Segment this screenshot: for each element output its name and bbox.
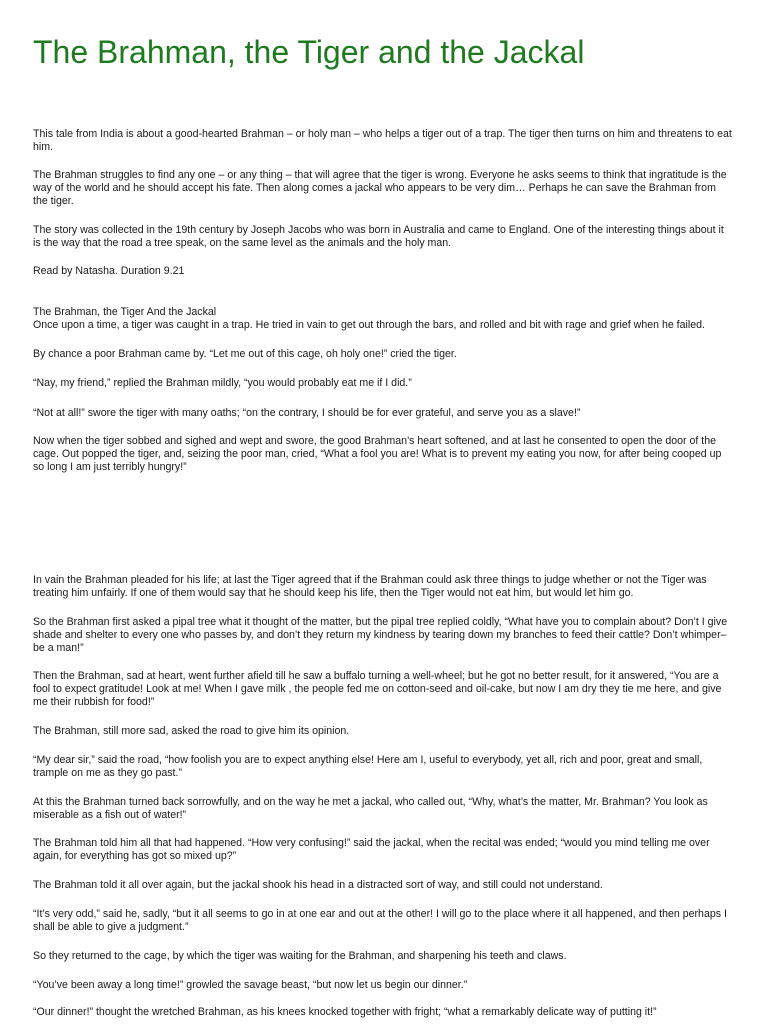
story-paragraph: “Nay, my friend,” replied the Brahman mildly, “you would probably eat me if I did.” bbox=[33, 377, 412, 389]
story-paragraph: By chance a poor Brahman came by. “Let me out of this cage, oh holy one!” cried the tiger. bbox=[33, 348, 457, 360]
story-paragraph: “It’s very odd,” said he, sadly, “but it all seems to go in at one ear and out at the other! I will go to the place where it all happened, and then perhaps I shall be able to give a judgment.” bbox=[33, 908, 727, 933]
story-heading: The Brahman, the Tiger And the Jackal bbox=[33, 306, 217, 318]
story-paragraph: Now when the tiger sobbed and sighed and wept and swore, the good Brahman’s heart softened, and at last he consented to open the door of the cage. Out popped the tiger, and, seizing the poor man, cried, “What a fool you are! What is to prevent my eating you now, for after being cooped up so long I am just terribly hungry!” bbox=[33, 435, 722, 473]
story-paragraph: “Not at all!” swore the tiger with many oaths; “on the contrary, I should be for ever grateful, and serve you as a slave!” bbox=[33, 407, 581, 419]
page-title: The Brahman, the Tiger and the Jackal bbox=[33, 34, 585, 70]
story-paragraph: “My dear sir,” said the road, “how foolish you are to expect anything else! Here am I, useful to everybody, yet all, rich and poor, great and small, trample on me as they go past.” bbox=[33, 754, 703, 779]
story-paragraph: Then the Brahman, sad at heart, went further afield till he saw a buffalo turning a well-wheel; but he got no better result, for it answered, “You are a fool to expect gratitude! Look at me! When I gave milk , the people fed me on cotton-seed and oil-cake, but now I am dry they tie me here, and give me their rubbish for food!” bbox=[33, 670, 722, 708]
story-paragraph: In vain the Brahman pleaded for his life; at last the Tiger agreed that if the Brahman could ask three things to judge whether or not the Tiger was treating him unfairly. If one of them would say that he should keep his life, then the Tiger would not eat him, but would let him go. bbox=[33, 574, 707, 599]
intro-paragraph: The story was collected in the 19th century by Joseph Jacobs who was born in Australia and came to England. One of the interesting things about it is the way that the road a tree speak, on the same level as the animals and the holy man. bbox=[33, 224, 724, 249]
narration-credit: Read by Natasha. Duration 9.21 bbox=[33, 265, 185, 277]
intro-paragraph: This tale from India is about a good-hearted Brahman – or holy man – who helps a tiger out of a trap. The tiger then turns on him and threatens to eat him. bbox=[33, 128, 732, 153]
story-paragraph: The Brahman told him all that had happened. “How very confusing!” said the jackal, when the recital was ended; “would you mind telling me over again, for everything has got so mixed up?” bbox=[33, 837, 710, 862]
story-paragraph: “You’ve been away a long time!” growled the savage beast, “but now let us begin our dinner.” bbox=[33, 979, 468, 991]
story-paragraph: At this the Brahman turned back sorrowfully, and on the way he met a jackal, who called out, “Why, what’s the matter, Mr. Brahman? You look as miserable as a fish out of water!” bbox=[33, 796, 708, 821]
story-paragraph: The Brahman, still more sad, asked the road to give him its opinion. bbox=[33, 725, 350, 737]
story-paragraph: The Brahman told it all over again, but the jackal shook his head in a distracted sort of way, and still could not understand. bbox=[33, 879, 603, 891]
story-paragraph: So they returned to the cage, by which the tiger was waiting for the Brahman, and sharpening his teeth and claws. bbox=[33, 950, 567, 962]
intro-paragraph: The Brahman struggles to find any one – or any thing – that will agree that the tiger is wrong. Everyone he asks seems to think that ingratitude is the way of the world and he should accept his fate. Then along comes a jackal who appears to be very dim… Perhaps he can save the Brahman from the tiger. bbox=[33, 169, 727, 207]
story-paragraph: So the Brahman first asked a pipal tree what it thought of the matter, but the pipal tree replied coldly, “What have you to complain about? Don’t I give shade and shelter to every one who passes by, and don’t they return my kindness by tearing down my branches to feed their cattle? Don’t whimper–be a man!” bbox=[33, 616, 728, 654]
story-paragraph: “Our dinner!” thought the wretched Brahman, as his knees knocked together with fright; “what a remarkably delicate way of putting it!” bbox=[33, 1006, 657, 1018]
story-paragraph: Once upon a time, a tiger was caught in a trap. He tried in vain to get out through the bars, and rolled and bit with rage and grief when he failed. bbox=[33, 319, 705, 331]
